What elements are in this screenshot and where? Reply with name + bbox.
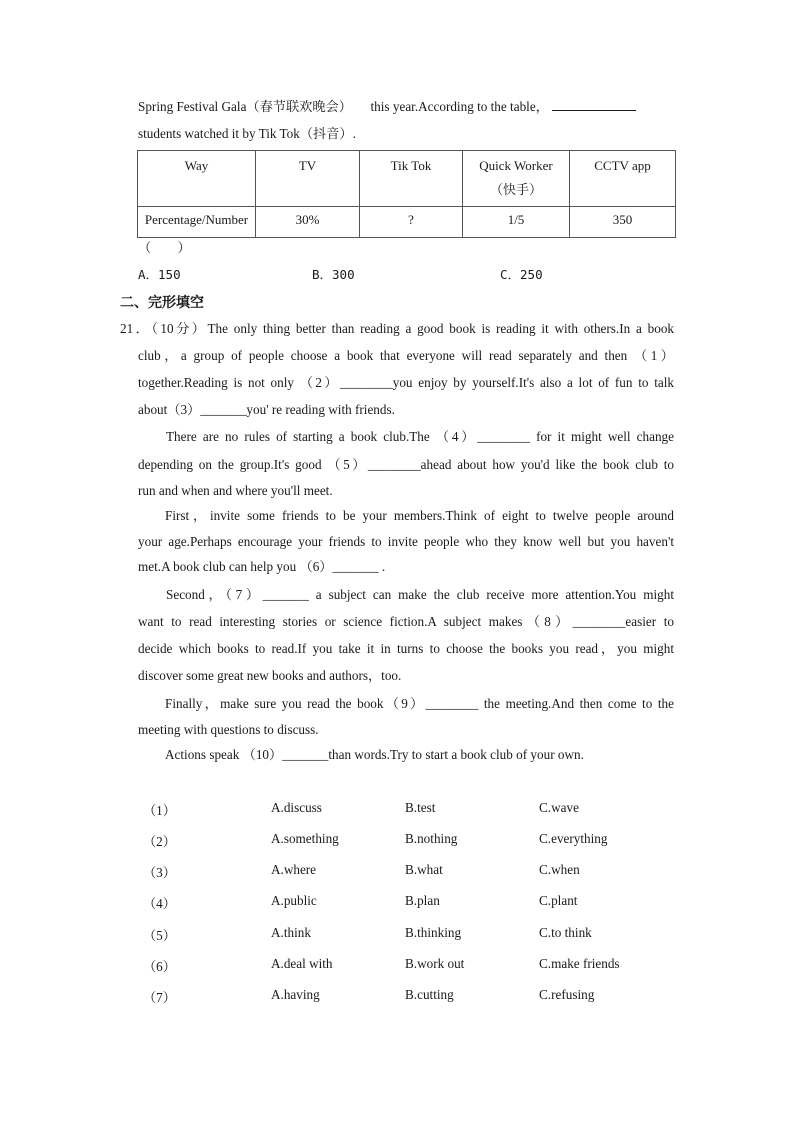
option-c: C.when — [539, 862, 580, 877]
option-b: B.test — [405, 800, 436, 815]
intro-line-2: students watched it by Tik Tok（抖音）. — [138, 126, 356, 141]
passage-line: want to read interesting stories or science fiction.A subject makes（8）________easier to — [138, 614, 674, 629]
option-c: C.refusing — [539, 987, 595, 1002]
table-header-cell — [570, 151, 676, 207]
q21-first-line — [120, 320, 674, 338]
survey-table — [137, 150, 676, 238]
option-b: B.nothing — [405, 831, 458, 846]
header-tik-tok: Tik Tok — [390, 158, 432, 173]
option-a: A.where — [271, 862, 317, 877]
question-points: （10分） — [151, 321, 208, 336]
table-row — [138, 207, 676, 238]
option-c: C.wave — [539, 800, 579, 815]
passage-line: The only thing better than reading a good book is reading it with others.In a book — [207, 321, 675, 336]
option-c: C.plant — [539, 893, 578, 908]
passage-line: meeting with questions to discuss. — [138, 722, 319, 737]
option-number: （5） — [143, 928, 176, 943]
option-number: （4） — [143, 896, 176, 911]
option-a: A.public — [271, 893, 317, 908]
option-number: （1） — [143, 803, 176, 818]
passage-line: decide which books to read.If you take it in turns to choose the books you read，you might — [138, 641, 674, 656]
q20-option-c: C．250 — [500, 267, 543, 282]
option-c: C.everything — [539, 831, 608, 846]
passage-line: run and when and where you'll meet. — [138, 483, 333, 498]
intro-line-1 — [138, 96, 636, 115]
option-b: B.what — [405, 862, 443, 877]
option-number: （7） — [143, 990, 176, 1005]
passage-line: First，invite some friends to be your members.Think of eight to twelve people around — [165, 508, 674, 523]
table-header-row — [138, 151, 676, 207]
table-cell — [360, 207, 463, 238]
table-header-cell — [463, 151, 570, 207]
row-label-text: Percentage/Number — [144, 212, 249, 227]
q20-option-b: B．300 — [312, 267, 355, 282]
intro-line-1-a: Spring Festival Gala（春节联欢晚会） — [138, 99, 352, 114]
q20-option-a: A．150 — [138, 267, 181, 282]
option-a: A.having — [271, 987, 320, 1002]
answer-blank — [552, 98, 636, 111]
option-b: B.cutting — [405, 987, 454, 1002]
table-header-cell — [256, 151, 360, 207]
passage-line: together.Reading is not only （2）________you enjoy by yourself.It's also a lot of fun to talk — [138, 375, 674, 390]
header-way: Way — [184, 158, 209, 173]
option-a: A.deal with — [271, 956, 333, 971]
passage-line: met.A book club can help you （6）_______ . — [138, 559, 386, 574]
option-number: （3） — [143, 865, 176, 880]
answer-paren: （ ） — [138, 240, 191, 255]
value-tik-tok: ? — [408, 212, 414, 227]
value-cctv-app: 350 — [612, 212, 633, 227]
passage-line: Second，（7）_______ a subject can make the club receive more attention.You might — [166, 587, 674, 602]
passage-line: Finally，make sure you read the book（9）________ the meeting.And then come to the — [165, 696, 674, 711]
passage-line: Actions speak （10）_______than words.Try to start a book club of your own. — [165, 747, 584, 762]
passage-line: your age.Perhaps encourage your friends to invite people who they know well but you haven't — [138, 534, 674, 549]
option-b: B.thinking — [405, 925, 462, 940]
value-quick-worker: 1/5 — [507, 212, 525, 227]
table-cell — [256, 207, 360, 238]
option-number: （6） — [143, 959, 176, 974]
option-a: A.something — [271, 831, 339, 846]
table-header-cell — [138, 151, 256, 207]
header-cctv-app: CCTV app — [594, 158, 651, 173]
header-quick-worker-sub: （快手） — [489, 182, 542, 197]
passage-line: depending on the group.It's good （5）________ahead about how you'd like the book club to — [138, 457, 674, 472]
header-quick-worker: Quick Worker — [479, 158, 553, 173]
option-c: C.make friends — [539, 956, 620, 971]
table-cell — [570, 207, 676, 238]
table-header-cell — [360, 151, 463, 207]
header-tv: TV — [298, 158, 317, 173]
passage-line: about（3）_______you' re reading with friends. — [138, 402, 395, 417]
question-number: 21． — [120, 321, 152, 336]
section-heading: 二、完形填空 — [120, 295, 204, 311]
passage-line: club，a group of people choose a book that everyone will read separately and then （1） — [138, 348, 674, 363]
option-a: A.discuss — [271, 800, 322, 815]
intro-line-1-b: this year.According to the table， — [370, 99, 549, 114]
table-cell — [463, 207, 570, 238]
option-c: C.to think — [539, 925, 592, 940]
option-number: （2） — [143, 834, 176, 849]
value-tv: 30% — [295, 212, 320, 227]
option-a: A.think — [271, 925, 311, 940]
option-b: B.plan — [405, 893, 440, 908]
option-b: B.work out — [405, 956, 465, 971]
table-row-label — [138, 207, 256, 238]
passage-line: There are no rules of starting a book club.The （4）________ for it might well change — [166, 429, 674, 444]
passage-line: discover some great new books and authors，too. — [138, 668, 402, 683]
